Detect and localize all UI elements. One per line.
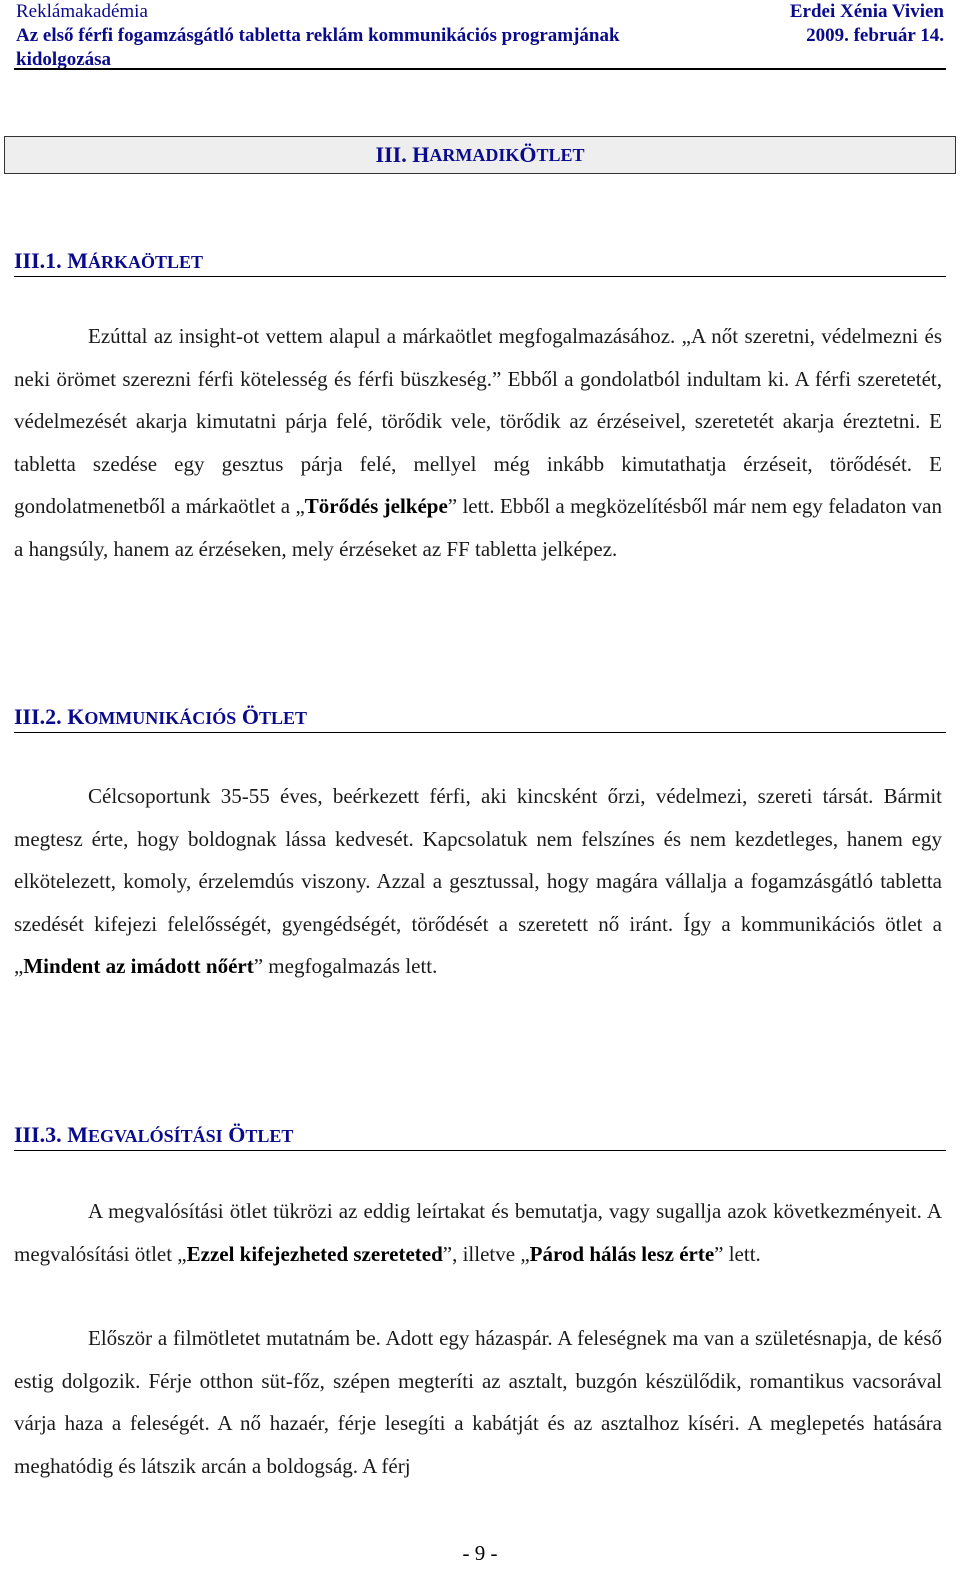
section-heading-1: III.1. MÁRKAÖTLET: [14, 248, 946, 277]
header-row-1: [16, 0, 944, 24]
execution-idea-emphasis-1: Ezzel kifejezheted szereteted: [186, 1241, 443, 1266]
header-org: Reklámakadémia: [16, 1, 148, 22]
section-heading-3: III.3. MEGVALÓSÍTÁSI ÖTLET: [14, 1122, 946, 1151]
chapter-title: III. H ARMADIK Ö TLET: [4, 136, 956, 174]
header-author: Erdei Xénia Vivien: [789, 1, 944, 22]
header-date: 2009. február 14.: [806, 25, 944, 46]
header-row-2: [16, 24, 944, 48]
page-header: [16, 0, 944, 72]
execution-idea-emphasis-2: Párod hálás lesz érte: [529, 1241, 715, 1266]
section-heading-2: III.2. KOMMUNIKÁCIÓS ÖTLET: [14, 704, 946, 733]
section-2-paragraph: Célcsoportunk 35-55 éves, beérkezett férfi, aki kincsként őrzi, védelmezi, szereti társát. Bármit megtesz érte, hogy boldognak lássa kedvesét. Kapcsolatuk nem felszínes és nem kezdetleges, hanem egy elkötelezett, komoly, érzelemdús viszony. Azzal a gesztussal, hogy magára vállalja a fogamzásgátló tabletta szedését kifejezi felelősségét, gyengédségét, törődését a szeretett nő iránt. Így a kommunikációs ötlet a „Mindent az imádott nőért” megfogalmazás lett.: [14, 784, 942, 978]
section-1-paragraph: Ezúttal az insight-ot vettem alapul a márkaötlet megfogalmazásához. „A nőt szeretni, védelmezni és neki örömet szerezni férfi kötelesség és férfi büszkeség.” Ebből a gondolatból indultam ki. A férfi szeretetét, védelmezését akarja kimutatni párja felé, törődik vele, törődik az érzéseivel, szeretetét akarja éreztetni. E tabletta szedése egy gesztus párja felé, mellyel még inkább kimutathatja érzéseit, törődését. E gondolatmenetből a márkaötlet a „Törődés jelképe” lett. Ebből a megközelítésből már nem egy feladaton van a hangsúly, hanem az érzéseken, mely érzéseket az FF tabletta jelképez.: [14, 324, 943, 561]
page-number: - 9 -: [462, 1541, 498, 1565]
header-title: Az első férfi fogamzásgátló tabletta reklám kommunikációs programjának: [16, 25, 620, 46]
header-divider: [14, 68, 946, 70]
section-3-paragraph-1: A megvalósítási ötlet tükrözi az eddig leírtakat és bemutatja, vagy sugallja azok következményeit. A megvalósítási ötlet „Ezzel kifejezheted szereteted”, illetve „Párod hálás lesz érte” lett.: [14, 1199, 942, 1266]
brand-idea-emphasis: Törődés jelképe: [304, 494, 448, 518]
header-title-cont: kidolgozása: [16, 49, 112, 70]
section-3-paragraph-2: Először a filmötletet mutatnám be. Adott egy házaspár. A feleségnek ma van a születésnapja, de késő estig dolgozik. Férje otthon süt-főz, szépen megteríti az asztalt, buzgón készülődik, romantikus vacsorával várja haza a feleségét. A nő hazaér, férje lesegíti a kabátját és az asztalhoz kíséri. A meglepetés hatására meghatódig és látszik arcán a boldogság. A férj: [14, 1326, 942, 1478]
communication-idea-emphasis: Mindent az imádott nőért: [23, 954, 254, 978]
